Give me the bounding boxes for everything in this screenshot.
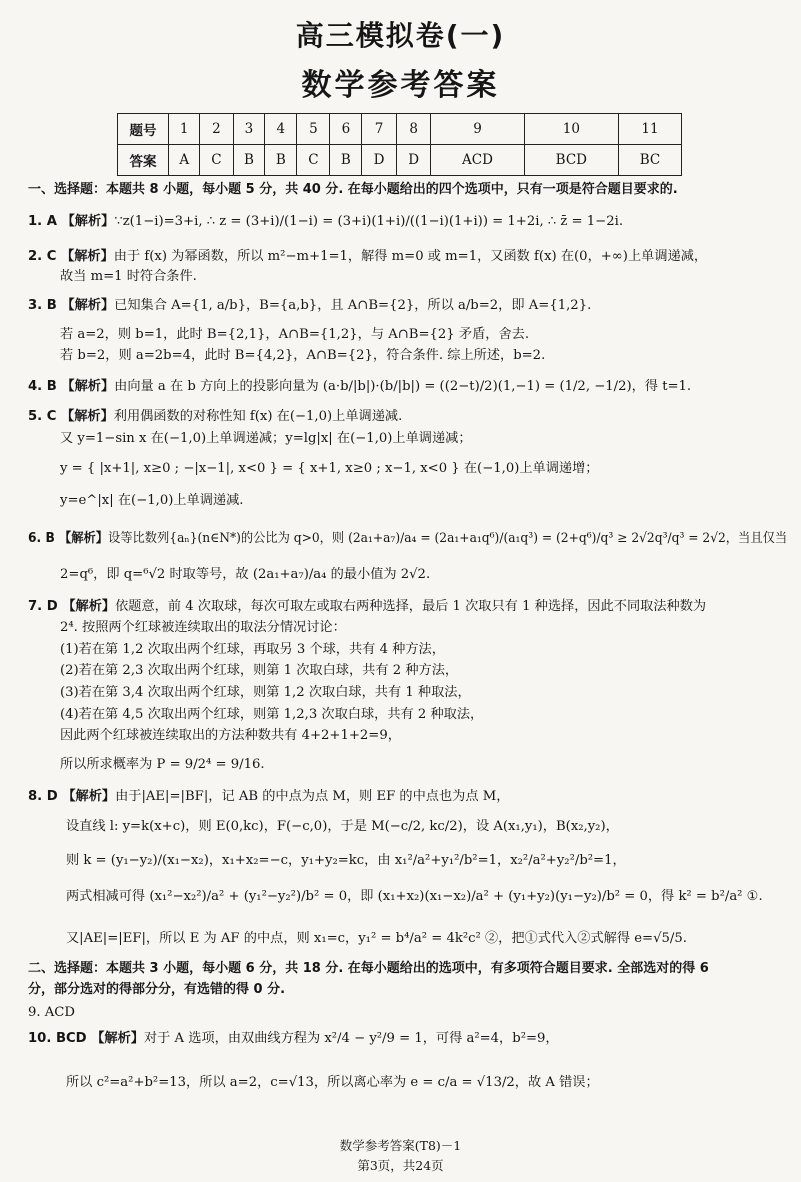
answer-table [117,113,682,176]
q3-solution [28,297,591,315]
table-cell: 7 [362,114,397,145]
row-label: 题号 [118,114,169,145]
table-cell: 5 [297,114,330,145]
q4-solution [28,378,691,396]
table-cell: 6 [330,114,362,145]
table-cell: ACD [431,145,524,176]
q10-head: 10. BCD 【解析】 [28,1031,144,1046]
answer-title: 数学参考答案 [301,68,500,103]
table-cell: 3 [233,114,265,145]
q2-line1: 由于 f(x) 为幂函数，所以 m²−m+1=1，解得 m=0 或 m=1，又函数 f(x) 在(0，+∞)上单调递减， [113,249,708,264]
q2-solution [28,248,707,266]
q7-solution [28,598,706,616]
q2-head: 2. C 【解析】 [28,249,114,264]
q7-line2: 2⁴. 按照两个红球被连续取出的取法分情况讨论： [60,620,346,635]
q7-line8: 所以所求概率为 P = 9/2⁴ = 9/16. [60,757,265,772]
footer-page-number: 第3页，共24页 [357,1158,444,1173]
q5-line4: y=e^|x| 在(−1,0)上单调递减. [60,493,244,508]
q8-head: 8. D 【解析】 [28,789,116,804]
table-cell: C [297,145,330,176]
table-cell: B [330,145,362,176]
table-cell: B [265,145,297,176]
q5-line2: 又 y=1−sin x 在(−1,0)上单调递减；y=lg|x| 在(−1,0)上单调递减； [60,431,472,446]
section-1-header: 一、选择题：本题共 8 小题，每小题 5 分，共 40 分. 在每小题给出的四个选项中，只有一项是符合题目要求的. [28,182,678,197]
q10-solution [28,1030,559,1048]
table-cell: 1 [169,114,200,145]
q10-line1: 对于 A 选项，由双曲线方程为 x²/4 − y²/9 = 1，可得 a²=4，b²=9， [143,1031,559,1046]
q5-line1: 利用偶函数的对称性知 f(x) 在(−1,0)上单调递减. [113,409,403,424]
section-2-header-line1: 二、选择题：本题共 3 小题，每小题 6 分，共 18 分. 在每小题给出的选项中，有多项符合题目要求. 全部选对的得 6 [28,961,709,976]
q7-line6: (4)若在第 4,5 次取出两个红球，则第 1,2,3 次取白球，共有 2 种取法， [60,707,484,722]
q3-line3: 若 b=2，则 a=2b=4，此时 B={4,2}，A∩B={2}，符合条件. 综上所述，b=2. [60,348,546,363]
footer-code: 数学参考答案(T8)－1 [339,1138,462,1153]
table-cell: B [233,145,265,176]
q1-text: ∵z(1−i)=3+i, ∴ z = (3+i)/(1−i) = (3+i)(1+i)/((1−i)(1+i)) = 1+2i, ∴ z̄ = 1−2i. [114,214,624,229]
exam-title: 高三模拟卷(一) [295,19,506,52]
q7-line7: 因此两个红球被连续取出的方法种数共有 4+2+1+2=9， [60,728,401,743]
q4-head: 4. B 【解析】 [28,379,115,394]
table-cell: 10 [524,114,618,145]
q8-line5: 又|AE|=|EF|，所以 E 为 AF 的中点，则 x₁=c，y₁² = b⁴/a² = 4k²c² ②，把①式代入②式解得 e=√5/5. [66,931,687,946]
q8-line1: 由于|AE|=|BF|，记 AB 的中点为点 M，则 EF 的中点也为点 M， [115,789,510,804]
q3-head: 3. B 【解析】 [28,298,115,313]
table-cell: 4 [265,114,297,145]
answer-row [118,145,682,176]
q7-line5: (3)若在第 3,4 次取出两个红球，则第 1,2 次取白球，共有 1 种取法， [60,685,471,700]
q7-line4: (2)若在第 2,3 次取出两个红球，则第 1 次取白球，共有 2 种方法， [60,663,459,678]
q3-line1: 已知集合 A={1, a/b}，B={a,b}，且 A∩B={2}，所以 a/b=2，即 A={1,2}. [114,298,592,313]
q5-line3: y = { |x+1|, x≥0 ; −|x−1|, x<0 } = { x+1, x≥0 ; x−1, x<0 } 在(−1,0)上单调递增； [60,461,599,476]
q5-head: 5. C 【解析】 [28,409,114,424]
q4-text: 由向量 a 在 b 方向上的投影向量为 (a·b/|b|)·(b/|b|) = ((2−t)/2)(1,−1) = (1/2, −1/2)，得 t=1. [114,379,692,394]
q8-line2: 设直线 l: y=k(x+c)，则 E(0,kc)，F(−c,0)，于是 M(−c/2, kc/2)，设 A(x₁,y₁)，B(x₂,y₂)， [66,819,619,834]
row-label: 答案 [118,145,169,176]
table-cell: 11 [619,114,682,145]
q9-answer: 9. ACD [28,1005,75,1020]
table-cell: 2 [200,114,233,145]
q7-line3: (1)若在第 1,2 次取出两个红球，再取另 3 个球，共有 4 种方法， [60,642,445,657]
q10-line2: 所以 c²=a²+b²=13，所以 a=2，c=√13，所以离心率为 e = c/a = √13/2，故 A 错误； [66,1075,599,1090]
q8-line4: 两式相减可得 (x₁²−x₂²)/a² + (y₁²−y₂²)/b² = 0，即 (x₁+x₂)(x₁−x₂)/a² + (y₁+y₂)(y₁−y₂)/b² = 0，得 k² = b²/a² ①. [66,889,763,904]
q8-line3: 则 k = (y₁−y₂)/(x₁−x₂)，x₁+x₂=−c，y₁+y₂=kc，由 x₁²/a²+y₁²/b²=1，x₂²/a²+y₂²/b²=1， [66,853,626,868]
q6-head: 6. B 【解析】 [28,531,109,546]
table-cell: BCD [524,145,618,176]
table-cell: C [200,145,233,176]
question-number-row [118,114,682,145]
q2-line2: 故当 m=1 时符合条件. [60,269,197,284]
table-cell: 8 [396,114,431,145]
q7-line1: 依题意，前 4 次取球，每次可取左或取右两种选择，最后 1 次取只有 1 种选择，因此不同取法种数为 [115,599,707,614]
table-cell: 9 [431,114,524,145]
q8-solution [28,788,509,806]
q6-solution [28,530,787,548]
q1-solution [28,213,623,231]
q6-line2: 2=q⁶，即 q=⁶√2 时取等号，故 (2a₁+a₇)/a₄ 的最小值为 2√2. [60,567,431,582]
q6-line1: 设等比数列{aₙ}(n∈N*)的公比为 q>0，则 (2a₁+a₇)/a₄ = (2a₁+a₁q⁶)/(a₁q³) = (2+q⁶)/q³ ≥ 2√2q³/q³ = 2√2，当且仅当 [108,531,788,546]
q5-solution [28,408,402,426]
q1-head: 1. A 【解析】 [28,214,115,229]
table-cell: D [362,145,397,176]
table-cell: BC [619,145,682,176]
section-2-header-line2: 分，部分选对的得部分分，有选错的得 0 分. [28,982,286,997]
table-cell: D [396,145,431,176]
q3-line2: 若 a=2，则 b=1，此时 B={2,1}，A∩B={1,2}，与 A∩B={2} 矛盾，舍去. [60,327,530,342]
table-cell: A [169,145,200,176]
q7-head: 7. D 【解析】 [28,599,116,614]
